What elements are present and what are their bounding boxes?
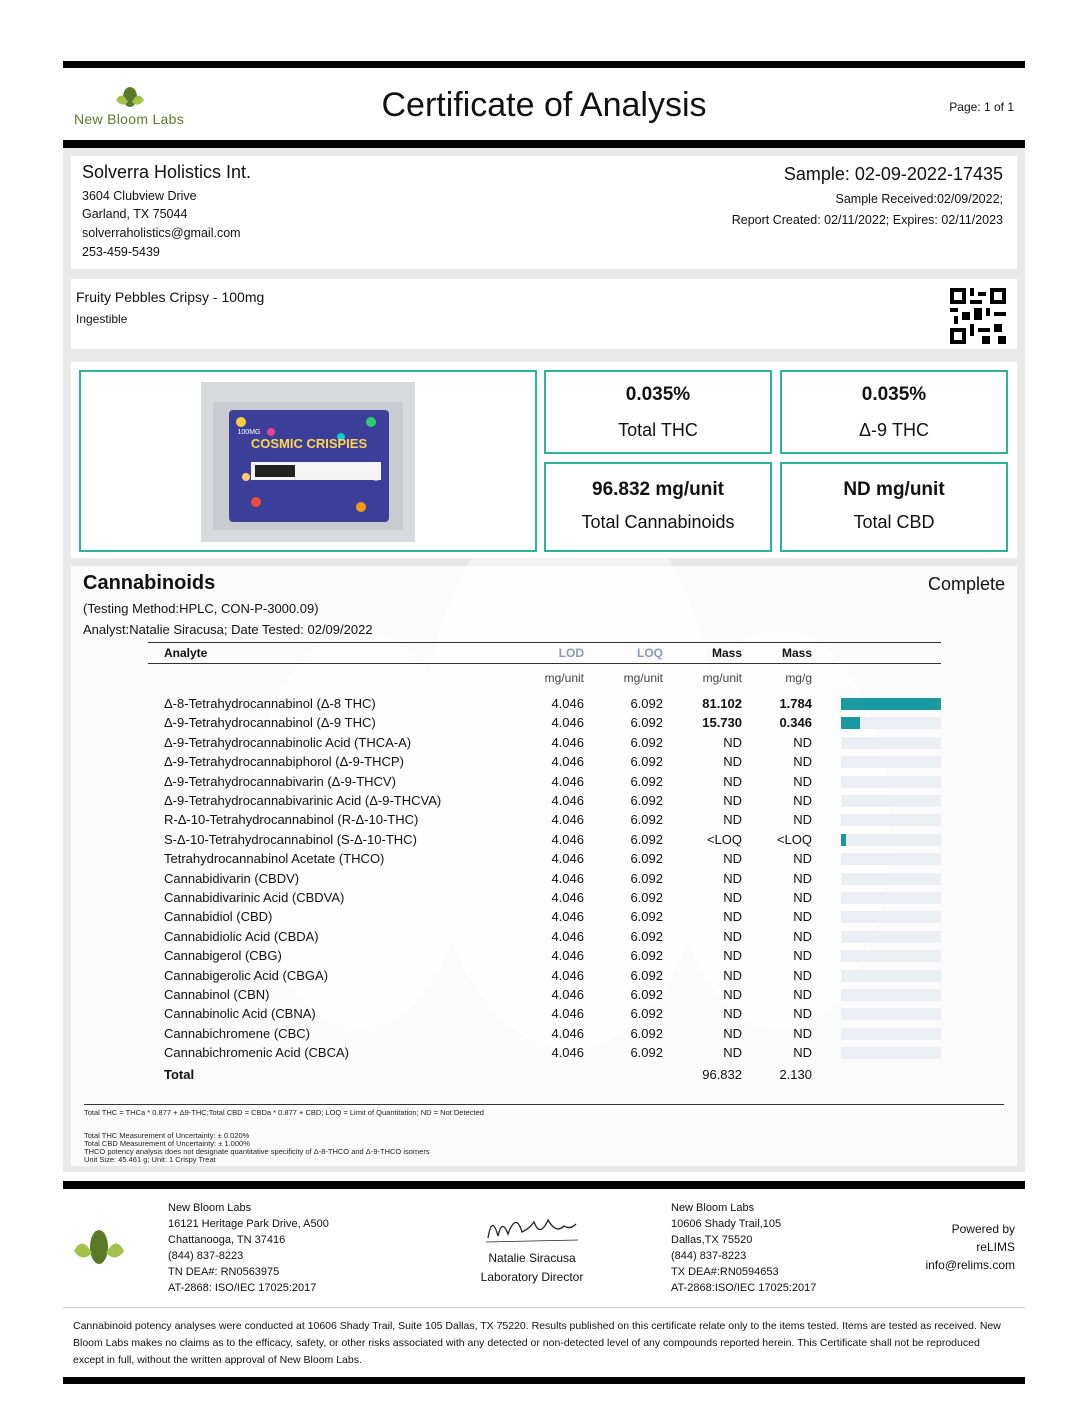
mass-unit-value: 15.730 <box>702 715 742 730</box>
analyte-name: Δ-9-Tetrahydrocannabinol (Δ-9 THC) <box>164 715 376 730</box>
kpi-value: 0.035% <box>625 384 691 405</box>
loq-value: 6.092 <box>630 890 663 905</box>
disclaimer-rule <box>63 1307 1025 1308</box>
powered-by: Powered by <box>951 1222 1015 1236</box>
footnote-unit-size: Unit Size: 45.461 g; Unit: 1 Crispy Treat <box>84 1155 216 1164</box>
mass-unit-value: ND <box>723 793 742 808</box>
footnote-totals: Total THC = THCa * 0.877 + Δ9-THC;Total CBD = CBDa * 0.877 + CBD; LOQ = Limit of Quantitation; ND = Not Detected <box>84 1108 484 1117</box>
level-bar-track <box>841 698 941 710</box>
footnote-thco: THCO potency analysis does not designate quantitative specificity of Δ-8-THCO and Δ-9-THCO isomers <box>84 1147 430 1156</box>
unit-mass-g: mg/g <box>785 671 812 685</box>
lod-value: 4.046 <box>551 929 584 944</box>
level-bar-track <box>841 873 941 885</box>
level-bar-track <box>841 892 941 904</box>
kpi-label: Total Cannabinoids <box>581 512 735 532</box>
analyte-name: Cannabinolic Acid (CBNA) <box>164 1006 316 1021</box>
kpi-total-thc <box>544 370 772 454</box>
analyte-name: Cannabigerol (CBG) <box>164 948 282 963</box>
analyte-name: Cannabidivarin (CBDV) <box>164 871 300 886</box>
mass-unit-value: 81.102 <box>702 696 742 711</box>
analyte-name: Tetrahydrocannabinol Acetate (THCO) <box>164 851 385 866</box>
analyte-name: Cannabigerolic Acid (CBGA) <box>164 968 329 983</box>
mass-g-value: 0.346 <box>779 715 812 730</box>
kpi-total-cbd <box>780 462 1008 552</box>
mass-g-value: ND <box>793 890 812 905</box>
mass-unit-value: ND <box>723 774 742 789</box>
mass-g-value: ND <box>793 929 812 944</box>
client-email: solverraholistics@gmail.com <box>82 226 241 240</box>
lod-value: 4.046 <box>551 890 584 905</box>
mass-unit-value: ND <box>723 871 742 886</box>
client-name: Solverra Holistics Int. <box>82 162 252 182</box>
level-bar-track <box>841 717 941 729</box>
package-brand: COSMIC CRISPIES <box>250 436 368 451</box>
footnote-rule <box>84 1104 1004 1105</box>
signature-icon <box>482 1208 582 1248</box>
analyte-name: Cannabidiolic Acid (CBDA) <box>164 929 319 944</box>
analyte-name: Δ-9-Tetrahydrocannabivarin (Δ-9-THCV) <box>164 774 396 789</box>
mass-g-value: ND <box>793 1026 812 1041</box>
table-top-rule <box>148 642 941 643</box>
mass-unit-value: <LOQ <box>706 832 742 847</box>
lab2-dea: TX DEA#:RN0594653 <box>671 1266 779 1278</box>
unit-lod: mg/unit <box>544 671 584 685</box>
lod-value: 4.046 <box>551 871 584 886</box>
mass-g-value: ND <box>793 1006 812 1021</box>
mass-unit-value: ND <box>723 968 742 983</box>
mass-g-value: ND <box>793 851 812 866</box>
product-type: Ingestible <box>76 312 128 326</box>
total-mass-g: 2.130 <box>779 1067 812 1082</box>
analyte-name: Δ-8-Tetrahydrocannabinol (Δ-8 THC) <box>164 696 376 711</box>
lod-value: 4.046 <box>551 832 584 847</box>
loq-value: 6.092 <box>630 929 663 944</box>
page-number: Page: 1 of 1 <box>949 100 1014 114</box>
client-address-2: Garland, TX 75044 <box>82 207 188 221</box>
analyte-name: Cannabichromenic Acid (CBCA) <box>164 1045 349 1060</box>
mass-unit-value: ND <box>723 812 742 827</box>
lab1-address: 16121 Heritage Park Drive, A500 <box>168 1218 329 1230</box>
lod-value: 4.046 <box>551 851 584 866</box>
mass-unit-value: ND <box>723 735 742 750</box>
lab1-name: New Bloom Labs <box>168 1202 252 1214</box>
kpi-label: Total THC <box>618 420 698 440</box>
table-header-rule <box>148 663 941 664</box>
lod-value: 4.046 <box>551 1026 584 1041</box>
analyte-name: Δ-9-Tetrahydrocannabinolic Acid (THCA-A) <box>164 735 412 750</box>
lab2-phone: (844) 837-8223 <box>671 1250 747 1262</box>
lod-value: 4.046 <box>551 812 584 827</box>
qr-code-icon <box>950 288 1006 344</box>
mass-g-value: ND <box>793 948 812 963</box>
level-bar-track <box>841 814 941 826</box>
level-bar-track <box>841 795 941 807</box>
mass-unit-value: ND <box>723 754 742 769</box>
signer-title: Laboratory Director <box>480 1270 584 1284</box>
kpi-label: Δ-9 THC <box>858 420 930 440</box>
analyte-name: Cannabidivarinic Acid (CBDVA) <box>164 890 345 905</box>
mass-g-value: ND <box>793 1045 812 1060</box>
lod-value: 4.046 <box>551 754 584 769</box>
leaf-logo-icon <box>72 84 192 114</box>
loq-value: 6.092 <box>630 696 663 711</box>
loq-value: 6.092 <box>630 871 663 886</box>
client-phone: 253-459-5439 <box>82 245 160 259</box>
mass-g-value: ND <box>793 793 812 808</box>
loq-value: 6.092 <box>630 832 663 847</box>
lod-value: 4.046 <box>551 948 584 963</box>
kpi-delta9-thc <box>780 370 1008 454</box>
level-bar-track <box>841 737 941 749</box>
level-bar-track <box>841 1047 941 1059</box>
analyst-line: Analyst:Natalie Siracusa; Date Tested: 02/09/2022 <box>83 622 373 637</box>
mass-unit-value: ND <box>723 890 742 905</box>
lod-value: 4.046 <box>551 1045 584 1060</box>
mass-g-value: 1.784 <box>779 696 812 711</box>
level-bar-track <box>841 853 941 865</box>
loq-value: 6.092 <box>630 987 663 1002</box>
lod-value: 4.046 <box>551 793 584 808</box>
mass-unit-value: ND <box>723 929 742 944</box>
signer-name: Natalie Siracusa <box>488 1251 576 1265</box>
kpi-value: 96.832 mg/unit <box>592 479 724 500</box>
analyte-name: S-Δ-10-Tetrahydrocannabinol (S-Δ-10-THC) <box>164 832 417 847</box>
lod-value: 4.046 <box>551 1006 584 1021</box>
level-bar-fill <box>841 698 941 710</box>
loq-value: 6.092 <box>630 754 663 769</box>
loq-value: 6.092 <box>630 851 663 866</box>
disclaimer-text: Cannabinoid potency analyses were conducted at 10606 Shady Trail, Suite 105 Dallas, TX 75220. Results published on this certificate relate only to the items tested. Items are tested as received. New Bloom Labs makes no claims as to the efficacy, safety, or other risks associated with any detected or non-detected level of any compounds reported herein. This Certificate shall not be reproduced except in full, without the written approval of New Bloom Labs. <box>73 1320 1001 1366</box>
lab1-city: Chattanooga, TN 37416 <box>168 1234 286 1246</box>
lod-value: 4.046 <box>551 774 584 789</box>
lab2-city: Dallas,TX 75520 <box>671 1234 753 1246</box>
report-dates: Report Created: 02/11/2022; Expires: 02/11/2023 <box>731 213 1003 227</box>
mass-g-value: ND <box>793 871 812 886</box>
mass-g-value: ND <box>793 968 812 983</box>
powered-by-brand: reLIMS <box>976 1240 1015 1254</box>
lab2-name: New Bloom Labs <box>671 1202 755 1214</box>
loq-value: 6.092 <box>630 774 663 789</box>
mass-unit-value: ND <box>723 987 742 1002</box>
section-status: Complete <box>927 574 1005 594</box>
mass-g-value: ND <box>793 735 812 750</box>
loq-value: 6.092 <box>630 735 663 750</box>
unit-loq: mg/unit <box>623 671 663 685</box>
lod-value: 4.046 <box>551 968 584 983</box>
loq-value: 6.092 <box>630 715 663 730</box>
loq-value: 6.092 <box>630 1026 663 1041</box>
level-bar-track <box>841 931 941 943</box>
col-analyte: Analyte <box>164 646 208 660</box>
lab-logo-text: New Bloom Labs <box>74 111 185 127</box>
level-bar-track <box>841 911 941 923</box>
level-bar-track <box>841 776 941 788</box>
col-lod: LOD <box>558 646 584 660</box>
lod-value: 4.046 <box>551 987 584 1002</box>
kpi-value: ND mg/unit <box>843 479 945 500</box>
kpi-value: 0.035% <box>861 384 927 405</box>
loq-value: 6.092 <box>630 1045 663 1060</box>
lab1-accreditation: AT-2868: ISO/IEC 17025:2017 <box>168 1282 317 1294</box>
mass-unit-value: ND <box>723 1026 742 1041</box>
analyte-name: Cannabichromene (CBC) <box>164 1026 310 1041</box>
package-dose: 100MG <box>237 429 261 436</box>
level-bar-track <box>841 756 941 768</box>
product-photo-frame <box>79 370 537 552</box>
mass-g-value: <LOQ <box>776 832 812 847</box>
bottom-rule <box>63 1377 1025 1384</box>
analyte-name: R-Δ-10-Tetrahydrocannabinol (R-Δ-10-THC) <box>164 812 419 827</box>
footnote-cbd-uncertainty: Total CBD Measurement of Uncertainty: ± 1.000% <box>84 1139 250 1148</box>
testing-method: (Testing Method:HPLC, CON-P-3000.09) <box>83 601 319 616</box>
analyte-name: Δ-9-Tetrahydrocannabivarinic Acid (Δ-9-THCVA) <box>164 793 442 808</box>
mass-g-value: ND <box>793 812 812 827</box>
level-bar-track <box>841 970 941 982</box>
analyte-name: Δ-9-Tetrahydrocannabiphorol (Δ-9-THCP) <box>164 754 404 769</box>
mass-unit-value: ND <box>723 909 742 924</box>
loq-value: 6.092 <box>630 793 663 808</box>
lab1-dea: TN DEA#: RN0563975 <box>168 1266 280 1278</box>
lab1-phone: (844) 837-8223 <box>168 1250 244 1262</box>
analyte-name: Cannabidiol (CBD) <box>164 909 273 924</box>
section-title: Cannabinoids <box>83 572 216 594</box>
lod-value: 4.046 <box>551 735 584 750</box>
level-bar-fill <box>841 717 860 729</box>
level-bar-track <box>841 834 941 846</box>
level-bar-track <box>841 950 941 962</box>
mass-unit-value: ND <box>723 1006 742 1021</box>
mass-unit-value: ND <box>723 948 742 963</box>
sample-received: Sample Received:02/09/2022; <box>835 192 1003 206</box>
mass-g-value: ND <box>793 774 812 789</box>
powered-by-email: info@relims.com <box>925 1258 1015 1272</box>
product-name: Fruity Pebbles Cripsy - 100mg <box>76 289 265 305</box>
total-mass-unit: 96.832 <box>702 1067 742 1082</box>
col-mass-g: Mass <box>781 646 812 660</box>
mass-unit-value: ND <box>723 851 742 866</box>
kpi-label: Total CBD <box>853 512 935 532</box>
mass-g-value: ND <box>793 987 812 1002</box>
mass-g-value: ND <box>793 754 812 769</box>
sample-id: Sample: 02-09-2022-17435 <box>783 164 1003 184</box>
total-label: Total <box>164 1067 195 1082</box>
footer-rule <box>63 1181 1025 1189</box>
level-bar-track <box>841 1008 941 1020</box>
mass-unit-value: ND <box>723 1045 742 1060</box>
loq-value: 6.092 <box>630 909 663 924</box>
footer-leaf-logo-icon <box>70 1225 128 1271</box>
lab2-accreditation: AT-2868:ISO/IEC 17025:2017 <box>671 1282 817 1294</box>
lod-value: 4.046 <box>551 696 584 711</box>
client-address-1: 3604 Clubview Drive <box>82 189 197 203</box>
document-title: Certificate of Analysis <box>381 86 707 124</box>
product-photo <box>201 382 415 542</box>
lod-value: 4.046 <box>551 715 584 730</box>
kpi-total-cannabinoids <box>544 462 772 552</box>
footnote-thc-uncertainty: Total THC Measurement of Uncertainty: ± 0.020% <box>84 1131 250 1140</box>
loq-value: 6.092 <box>630 968 663 983</box>
lab2-address: 10606 Shady Trail,105 <box>671 1218 782 1230</box>
level-bar-track <box>841 989 941 1001</box>
loq-value: 6.092 <box>630 948 663 963</box>
header-rule <box>63 140 1025 148</box>
loq-value: 6.092 <box>630 812 663 827</box>
level-bar-fill <box>841 834 846 846</box>
unit-mass-unit: mg/unit <box>702 671 742 685</box>
level-bar-track <box>841 1028 941 1040</box>
analyte-name: Cannabinol (CBN) <box>164 987 270 1002</box>
col-mass-unit: Mass <box>711 646 742 660</box>
top-rule <box>63 61 1025 68</box>
col-loq: LOQ <box>637 646 663 660</box>
loq-value: 6.092 <box>630 1006 663 1021</box>
mass-g-value: ND <box>793 909 812 924</box>
lod-value: 4.046 <box>551 909 584 924</box>
